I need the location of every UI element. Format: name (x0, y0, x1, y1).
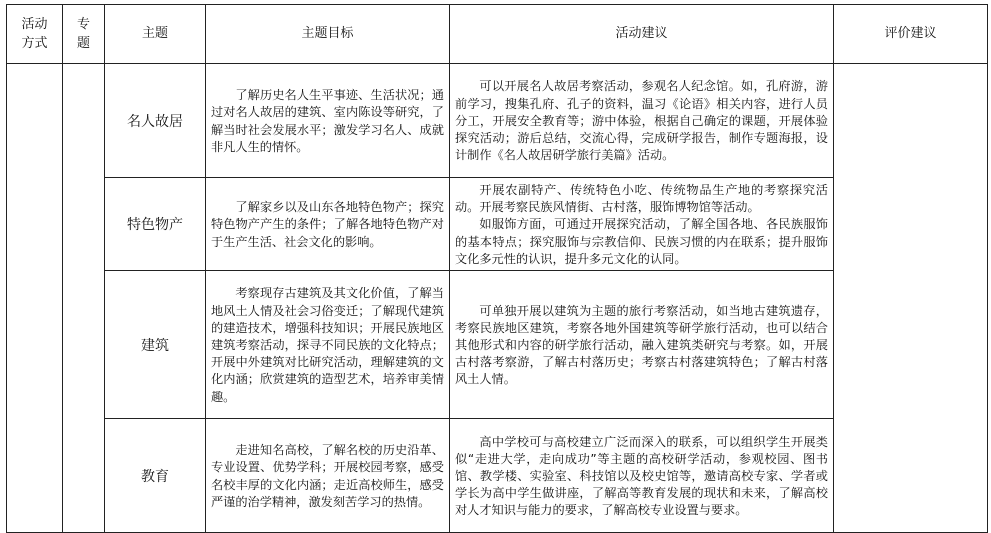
goal-text: 了解历史名人生平事迹、生活状况；通过对名人故居的建筑、室内陈设等研究，了解当时社会发展水平；激发学习名人、成就非凡人生的情怀。 (211, 88, 444, 154)
goal-cell (206, 178, 450, 271)
theme-cell: 教育 (105, 419, 206, 533)
suggestion-cell (450, 419, 834, 533)
suggestion-text: 可单独开展以建筑为主题的旅行考察活动，如当地古建筑遗存，考察民族地区建筑，考察各地外国建筑等研学旅行活动，也可以结合其他形式和内容的研学旅行活动，融入建筑类研究与考察。如，开展古村落考察游，了解古村落历史；考察古村落建筑特色；了解古村落风土人情。 (455, 303, 828, 387)
header-topic: 专 题 (63, 5, 105, 64)
theme-cell: 名人故居 (105, 64, 206, 178)
theme-cell: 建筑 (105, 271, 206, 419)
goal-cell (206, 64, 450, 178)
suggestion-text: 如服饰方面，可通过开展探究活动，了解全国各地、各民族服饰的基本特点；探究服饰与宗教信仰、民族习惯的内在联系；提升服饰文化多元性的认识，提升多元文化的认同。 (455, 217, 828, 266)
header-evaluation: 评价建议 (834, 5, 988, 64)
goal-text: 了解家乡以及山东各地特色物产；探究特色物产产生的条件；了解各地特色物产对于生产生活、社会文化的影响。 (211, 200, 444, 249)
topic-cell (63, 64, 105, 533)
suggestion-text: 高中学校可与高校建立广泛而深入的联系，可以组织学生开展类似“走进大学，走向成功”等主题的高校研学活动，参观校园、图书馆、教学楼、实验室、科技馆以及校史馆等，邀请高校专家、学者或学长为高中学生做讲座，了解高等教育发展的现状和未来，了解高校对人才知识与能力的要求，了解高校专业设置与要求。 (455, 434, 828, 518)
suggestion-cell (450, 271, 834, 419)
theme-cell: 特色物产 (105, 178, 206, 271)
table-header-row (7, 5, 988, 64)
goal-cell (206, 271, 450, 419)
goal-text: 走进知名高校，了解名校的历史沿革、专业设置、优势学科；开展校园考察，感受名校丰厚的文化内涵；走近高校师生，感受严谨的治学精神，激发刻苦学习的热情。 (211, 443, 444, 509)
suggestion-cell (450, 64, 834, 178)
goal-text: 考察现存古建筑及其文化价值，了解当地风土人情及社会习俗变迁；了解现代建筑的建造技术，增强科技知识；开展民族地区建筑考察活动，探寻不同民族的文化特点；开展中外建筑对比研究活动，理解建筑的文化内涵；欣赏建筑的造型艺术，培养审美情趣。 (211, 286, 444, 404)
suggestion-cell (450, 178, 834, 271)
evaluation-cell (834, 64, 988, 533)
activity-mode-cell (7, 64, 63, 533)
header-theme: 主题 (105, 5, 206, 64)
header-suggestion: 活动建议 (450, 5, 834, 64)
table-row (7, 64, 988, 178)
suggestion-text: 开展农副特产、传统特色小吃、传统物品生产地的考察探究活动。开展考察民族风情街、古村落，服饰博物馆等活动。 (455, 183, 828, 215)
header-goal: 主题目标 (206, 5, 450, 64)
curriculum-table (6, 4, 988, 533)
header-activity-mode: 活动 方式 (7, 5, 63, 64)
goal-cell (206, 419, 450, 533)
suggestion-text: 可以开展名人故居考察活动，参观名人纪念馆。如，孔府游，游前学习，搜集孔府、孔子的资料，温习《论语》相关内容，进行人员分工，开展安全教育等；游中体验，根据自己确定的课题，开展体验探究活动；游后总结，交流心得，完成研学报告，制作专题海报，设计制作《名人故居研学旅行美篇》活动。 (455, 79, 828, 163)
